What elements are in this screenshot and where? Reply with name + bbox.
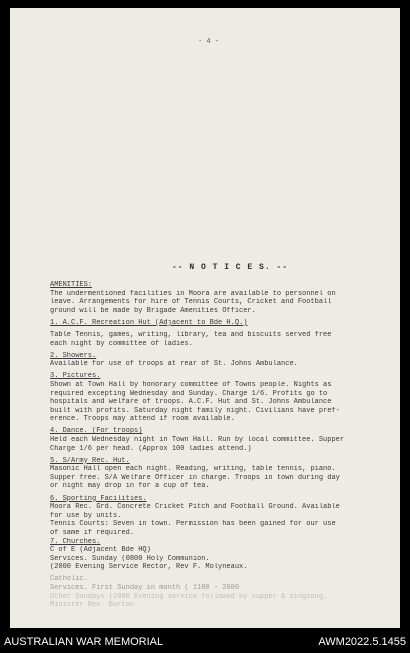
- text-line: each night by committee of ladies.: [50, 339, 193, 348]
- text-line: for use by units.: [50, 511, 122, 520]
- text-line: Table Tennis, games, writing, library, tea and biscuits served free: [50, 330, 332, 339]
- text-line: Available for use of troops at rear of St. Johns Ambulance.: [50, 360, 298, 369]
- text-line: 2. Showers.: [50, 351, 97, 360]
- notices-heading: -- N O T I C E S. --: [172, 263, 289, 272]
- text-line: erence. Troops may attend if room available.: [50, 415, 235, 424]
- text-line: Services. First Sunday in month ( 1100 - 2000: [50, 584, 240, 592]
- text-line: Moora Rec. Grd. Concrete Cricket Pitch and Football Ground. Available: [50, 503, 340, 512]
- text-line: leave. Arrangements for hire of Tennis Courts, Cricket and Football: [50, 298, 332, 307]
- text-line: or night may drop in for a cup of tea.: [50, 482, 210, 491]
- footer-source: AUSTRALIAN WAR MEMORIAL: [4, 636, 164, 648]
- text-line: of same if required.: [50, 528, 135, 537]
- text-line: 3. Pictures.: [50, 372, 101, 381]
- document-page: [10, 8, 400, 628]
- text-line: The undermentioned facilities in Moora are available to personnel on: [50, 289, 336, 298]
- text-line: Supper free. S/A Welfare Officer in charge. Troops in town during day: [50, 473, 340, 482]
- text-line: required excepting Wednesday and Sunday. Charge 1/6. Profits go to: [50, 389, 328, 398]
- text-line: ground will be made by Brigade Amenities Officer.: [50, 306, 256, 315]
- archive-footer: [0, 633, 410, 653]
- text-line: Tennis Courts: Seven in town. Permission has been gained for our use: [50, 520, 336, 529]
- text-line: built with profits. Saturday night family night. Civilians have pref-: [50, 406, 340, 415]
- text-line: 6. Sporting Facilities.: [50, 494, 147, 503]
- text-line: Catholic.: [50, 575, 88, 584]
- text-line: (2000 Evening Service Rector, Rev F. Molyneaux.: [50, 563, 248, 572]
- text-line: Other Sundays (2000 Evening service followed by supper & singsong.: [50, 592, 328, 601]
- text-line: hospitals and welfare of troops. A.C.F. Hut and St. Johns Ambulance: [50, 398, 332, 407]
- text-line: C of E (Adjacent Bde HQ): [50, 546, 151, 555]
- text-line: 1. A.C.F. Recreation Hut (Adjacent to Bde H.Q.): [50, 318, 248, 327]
- text-line: Shown at Town Hall by honorary committee of Towns people. Nights as: [50, 380, 332, 389]
- text-line: AMENITIES:: [50, 281, 93, 289]
- text-line: Minister Rev. Burton.: [50, 601, 139, 610]
- text-line: Services. Sunday (0800 Holy Communion.: [50, 554, 210, 563]
- page-number: - 4 -: [198, 38, 220, 46]
- text-line: 5. S/Army Rec. Hut.: [50, 456, 130, 465]
- text-line: 7. Churches.: [50, 537, 101, 546]
- text-line: Charge 1/6 per head. (Approx 100 ladies attend.): [50, 444, 252, 453]
- notices-body: [50, 281, 400, 610]
- text-line: Held each Wednesday night in Town Hall. Run by local committee. Supper: [50, 436, 345, 444]
- footer-accession-number: AWM2022.5.1455: [318, 636, 406, 648]
- text-line: 4. Dance. (For troops): [50, 427, 143, 436]
- text-line: Masonic Hall open each night. Reading, writing, table tennis, piano.: [50, 465, 336, 474]
